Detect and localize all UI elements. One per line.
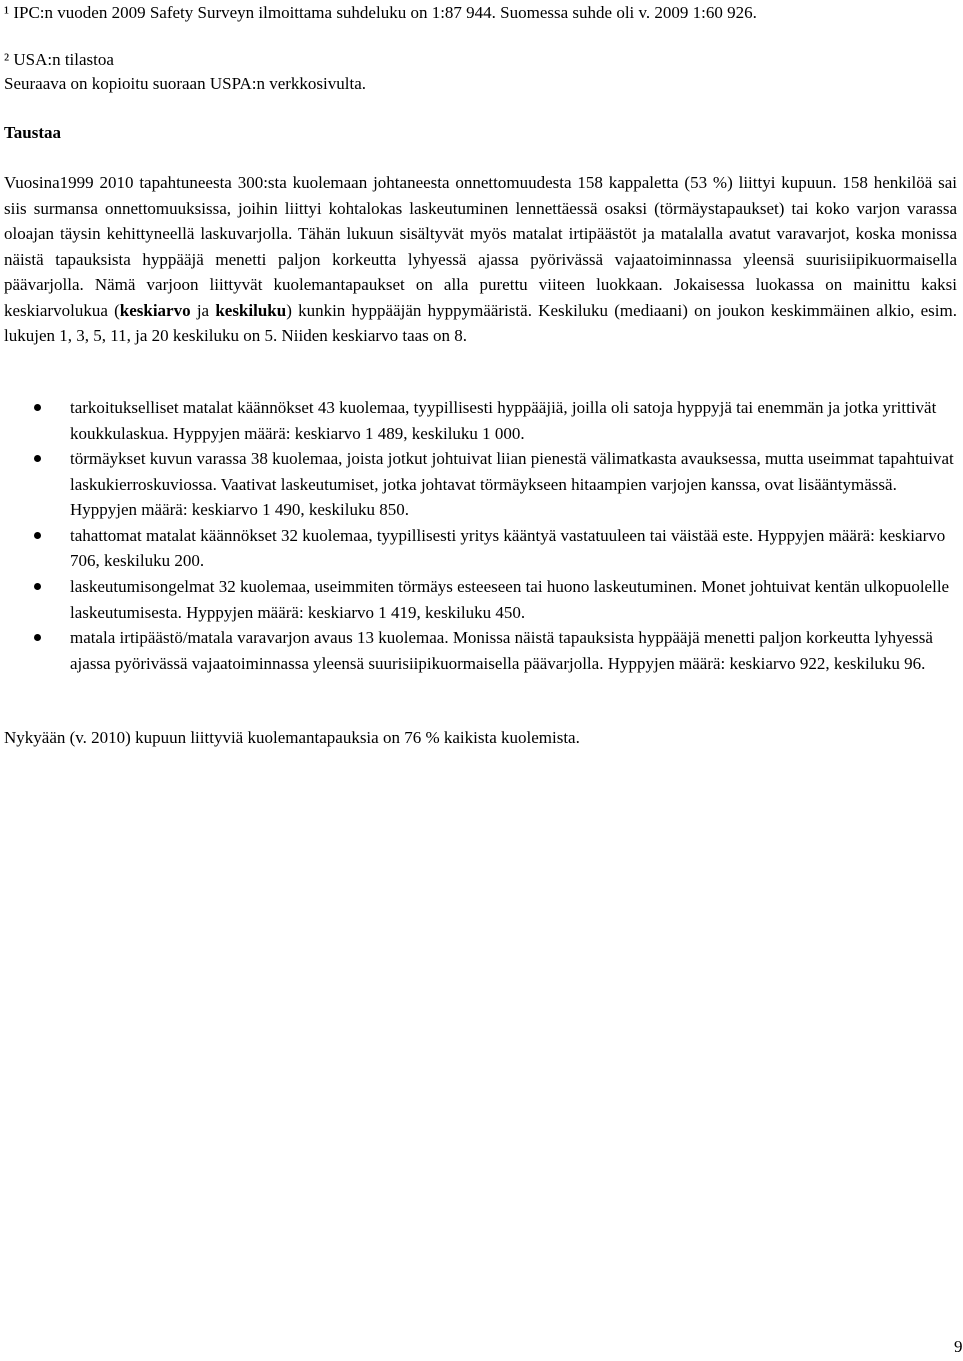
- bullet-list: [4, 395, 957, 676]
- page-number: 9: [954, 1337, 963, 1356]
- body-paragraph: [4, 170, 957, 349]
- list-item: [4, 395, 957, 446]
- list-item-text: törmäykset kuvun varassa 38 kuolemaa, joista jotkut johtuivat liian pienestä välimatkasta avauksessa, mutta useimmat tapahtuivat laskukierroskuviossa. Vaativat laskeutumiset, jotka johtavat törmäykseen hitaampien varjojen kanssa, ovat lisääntymässä. Hyppyjen määrä: keskiarvo 1 490, keskiluku 850.: [70, 449, 954, 520]
- paragraph-text-mid: ja: [190, 300, 216, 320]
- list-item-text: tarkoitukselliset matalat käännökset 43 kuolemaa, tyypillisesti hyppääjiä, joilla oli satoja hyppyjä tai enemmän ja jotka yrittivät koukkulaskua. Hyppyjen määrä: keskiarvo 1 489, keskiluku 1 000.: [70, 398, 937, 443]
- list-item: [4, 523, 957, 574]
- bullet-icon: [34, 634, 41, 641]
- term-keskiluku: keskiluku: [215, 300, 287, 320]
- term-keskiarvo: keskiarvo: [119, 300, 191, 320]
- closing-sentence: Nykyään (v. 2010) kupuun liittyviä kuolemantapauksia on 76 % kaikista kuolemista.: [4, 728, 580, 747]
- footnote-2-title: ² USA:n tilastoa: [4, 50, 114, 69]
- bullet-icon: [34, 455, 41, 462]
- bullet-icon: [34, 532, 41, 539]
- footnote-2-text: Seuraava on kopioitu suoraan USPA:n verkkosivulta.: [4, 74, 366, 93]
- list-item-text: matala irtipäästö/matala varavarjon avaus 13 kuolemaa. Monissa näistä tapauksista hyppääjä menetti paljon korkeutta lyhyessä ajassa pyörivässä vajaatoiminnassa yleensä suurisiipikuormaisella päävarjolla. Hyppyjen määrä: keskiarvo 922, keskiluku 96.: [70, 628, 933, 673]
- section-heading: Taustaa: [4, 123, 62, 142]
- list-item: [4, 625, 957, 676]
- paragraph-text-1: Vuosina1999 2010 tapahtuneesta 300:sta kuolemaan johtaneesta onnettomuudesta 158 kappaletta (53 %) liittyi kupuun. 158 henkilöä sai siis surmansa onnettomuuksissa, joihin liittyi kohtalokas laskeutuminen lennettäessä osaksi (törmäystapaukset) tai koko varjon varassa oloajan täysin kehittyneellä laskuvarjolla. Tähän lukuun sisältyvät myös matalat irtipäästöt ja matalalla avatut varavarjot, koska monissa näistä tapauksista hyppääjä menetti paljon korkeutta lyhyessä ajassa pyörivässä vajaatoiminnassa yleensä suurisiipikuormaisella päävarjolla. Nämä varjoon liittyvät kuolemantapaukset on alla purettu viiteen luokkaan. Jokaisessa luokassa on mainittu kaksi keskiarvolukua (: [4, 173, 957, 320]
- list-item: [4, 574, 957, 625]
- list-item-text: tahattomat matalat käännökset 32 kuolemaa, tyypillisesti yritys kääntyä vastatuuleen tai väistää este. Hyppyjen määrä: keskiarvo 706, keskiluku 200.: [70, 525, 946, 571]
- bullet-icon: [34, 404, 41, 411]
- footnote-1: ¹ IPC:n vuoden 2009 Safety Surveyn ilmoittama suhdeluku on 1:87 944. Suomessa suhde oli v. 2009 1:60 926.: [4, 3, 757, 22]
- list-item-text: laskeutumisongelmat 32 kuolemaa, useimmiten törmäys esteeseen tai huono laskeutuminen. Monet johtuivat kentän ulkopuolelle laskeutumisesta. Hyppyjen määrä: keskiarvo 1 419, keskiluku 450.: [70, 577, 950, 622]
- bullet-icon: [34, 583, 41, 590]
- paragraph-text-2: ) kunkin hyppääjän hyppymääristä. Keskiluku (mediaani) on joukon keskimmäinen alkio, esim. lukujen 1, 3, 5, 11, ja 20 keskiluku on 5. Niiden keskiarvo taas on 8.: [4, 300, 957, 345]
- list-item: [4, 446, 957, 523]
